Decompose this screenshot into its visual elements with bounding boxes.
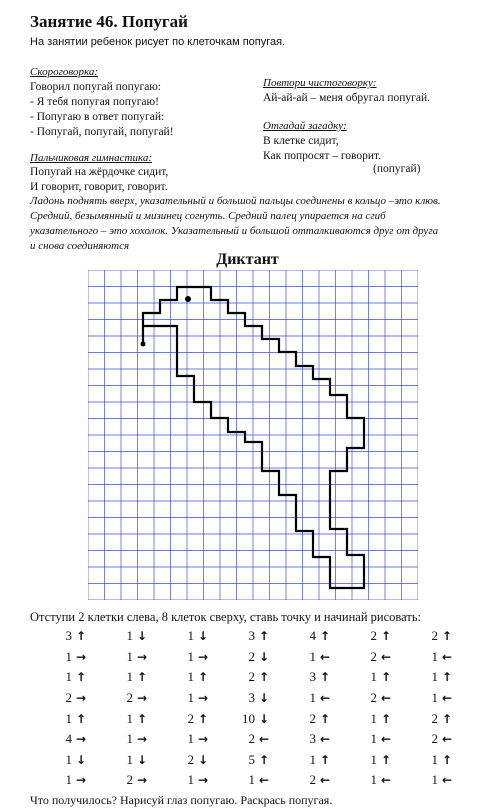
arrow-right-icon: → — [137, 732, 148, 747]
move-step — [172, 772, 233, 788]
arrow-up-icon: ↑ — [381, 629, 392, 644]
grid-paper — [88, 270, 418, 600]
finger-gym-line: Попугай на жёрдочке сидит, — [30, 166, 169, 178]
move-count: 2 — [431, 710, 438, 726]
arrow-down-icon: ↓ — [259, 649, 270, 664]
clean-saying-label: Повтори чистоговорку: — [263, 77, 377, 89]
move-step — [416, 772, 477, 788]
move-count: 3 — [309, 669, 316, 685]
arrow-left-icon: ← — [442, 773, 453, 788]
move-count: 1 — [187, 669, 194, 685]
tongue-twister-line: Говорил попугай попугаю: — [30, 81, 162, 93]
move-step — [50, 690, 111, 706]
move-count: 1 — [431, 648, 438, 664]
move-count: 2 — [309, 710, 316, 726]
move-step — [172, 752, 233, 768]
finger-gym-line: И говорит, говорит, говорит. — [30, 181, 168, 193]
arrow-up-icon: ↑ — [442, 752, 453, 767]
arrow-down-icon: ↓ — [137, 629, 148, 644]
riddle-line: Как попросят – говорит. — [263, 150, 382, 162]
move-count: 1 — [65, 669, 72, 685]
move-count: 1 — [126, 710, 133, 726]
riddle-text — [263, 134, 381, 164]
move-step — [50, 731, 111, 747]
move-count: 1 — [309, 690, 316, 706]
move-step — [416, 752, 477, 768]
move-step — [50, 711, 111, 727]
move-step — [233, 752, 294, 768]
move-step — [355, 752, 416, 768]
move-count: 3 — [65, 628, 72, 644]
parrot-outline — [143, 287, 364, 588]
dictation-instruction: Отступи 2 клетки слева, 8 клеток сверху, ставь точку и начинай рисовать: — [30, 610, 422, 624]
arrow-right-icon: → — [198, 691, 209, 706]
move-count: 1 — [65, 772, 72, 788]
move-count: 2 — [248, 648, 255, 664]
finger-gym-label: Пальчиковая гимнастика: — [30, 152, 152, 164]
move-count: 2 — [309, 772, 316, 788]
move-count: 2 — [65, 690, 72, 706]
moves-row — [50, 770, 480, 791]
move-step — [294, 731, 355, 747]
move-step — [233, 669, 294, 685]
arrow-left-icon: ← — [381, 773, 392, 788]
move-step — [172, 669, 233, 685]
move-step — [416, 711, 477, 727]
moves-row — [50, 667, 480, 688]
tongue-twister-line: - Попугаю в ответ попугай: — [30, 111, 165, 123]
move-count: 10 — [242, 710, 255, 726]
arrow-up-icon: ↑ — [320, 670, 331, 685]
move-count: 1 — [431, 669, 438, 685]
tongue-twister-label: Скороговорка: — [30, 66, 99, 78]
move-step — [355, 628, 416, 644]
arrow-up-icon: ↑ — [442, 629, 453, 644]
start-point — [141, 342, 146, 347]
move-count: 2 — [187, 751, 194, 767]
move-count: 2 — [431, 731, 438, 747]
move-step — [50, 628, 111, 644]
arrow-right-icon: → — [76, 773, 87, 788]
move-count: 2 — [248, 731, 255, 747]
arrow-right-icon: → — [198, 732, 209, 747]
move-step — [355, 711, 416, 727]
move-step — [111, 649, 172, 665]
move-step — [416, 628, 477, 644]
move-count: 2 — [431, 628, 438, 644]
arrow-down-icon: ↓ — [259, 711, 270, 726]
arrow-left-icon: ← — [442, 732, 453, 747]
arrow-left-icon: ← — [259, 732, 270, 747]
move-step — [111, 711, 172, 727]
move-count: 1 — [65, 710, 72, 726]
arrow-down-icon: ↓ — [198, 629, 209, 644]
moves-row — [50, 688, 480, 709]
moves-row — [50, 647, 480, 668]
move-step — [111, 690, 172, 706]
arrow-up-icon: ↑ — [198, 711, 209, 726]
move-count: 1 — [187, 690, 194, 706]
arrow-up-icon: ↑ — [259, 670, 270, 685]
arrow-right-icon: → — [76, 649, 87, 664]
moves-table — [50, 626, 480, 791]
arrow-up-icon: ↑ — [137, 711, 148, 726]
move-step — [355, 731, 416, 747]
move-count: 3 — [248, 690, 255, 706]
arrow-up-icon: ↑ — [259, 752, 270, 767]
move-count: 3 — [309, 731, 316, 747]
move-count: 1 — [65, 648, 72, 664]
move-count: 2 — [248, 669, 255, 685]
move-step — [111, 628, 172, 644]
move-count: 1 — [370, 710, 377, 726]
move-count: 1 — [309, 751, 316, 767]
move-step — [50, 772, 111, 788]
arrow-down-icon: ↓ — [76, 752, 87, 767]
move-step — [294, 772, 355, 788]
finger-gym-instructions — [30, 194, 441, 254]
arrow-up-icon: ↑ — [137, 670, 148, 685]
arrow-up-icon: ↑ — [76, 629, 87, 644]
move-step — [355, 772, 416, 788]
move-count: 1 — [309, 648, 316, 664]
move-count: 2 — [370, 648, 377, 664]
finger-gym-text — [30, 165, 168, 195]
arrow-down-icon: ↓ — [198, 752, 209, 767]
move-count: 1 — [126, 731, 133, 747]
finger-gym-instruction-line: и снова соединяются — [30, 240, 130, 252]
move-step — [294, 649, 355, 665]
move-step — [50, 752, 111, 768]
riddle-answer: (попугай) — [373, 163, 421, 175]
moves-row — [50, 708, 480, 729]
move-count: 1 — [248, 772, 255, 788]
move-count: 1 — [187, 628, 194, 644]
arrow-left-icon: ← — [320, 691, 331, 706]
arrow-up-icon: ↑ — [442, 670, 453, 685]
arrow-left-icon: ← — [320, 732, 331, 747]
arrow-left-icon: ← — [381, 732, 392, 747]
dictation-title: Диктант — [216, 251, 279, 268]
move-count: 1 — [431, 772, 438, 788]
move-step — [355, 649, 416, 665]
arrow-right-icon: → — [76, 732, 87, 747]
move-step — [355, 690, 416, 706]
move-count: 1 — [431, 690, 438, 706]
arrow-left-icon: ← — [381, 649, 392, 664]
move-count: 1 — [187, 648, 194, 664]
arrow-left-icon: ← — [259, 773, 270, 788]
arrow-up-icon: ↑ — [320, 711, 331, 726]
arrow-left-icon: ← — [442, 649, 453, 664]
move-step — [172, 649, 233, 665]
move-count: 2 — [370, 628, 377, 644]
move-step — [294, 752, 355, 768]
riddle-line: В клетке сидит, — [263, 135, 339, 147]
move-step — [416, 669, 477, 685]
move-count: 1 — [370, 751, 377, 767]
move-step — [172, 711, 233, 727]
move-step — [233, 628, 294, 644]
move-step — [294, 628, 355, 644]
move-count: 1 — [431, 751, 438, 767]
tongue-twister-text — [30, 80, 174, 140]
move-count: 1 — [370, 669, 377, 685]
tongue-twister-line: - Я тебя попугая попугаю! — [30, 96, 159, 108]
move-count: 2 — [187, 710, 194, 726]
move-step — [294, 711, 355, 727]
page-subtitle: На занятии ребенок рисует по клеточкам попугая. — [30, 36, 286, 48]
parrot-eye — [185, 296, 191, 302]
arrow-down-icon: ↓ — [137, 752, 148, 767]
move-step — [111, 731, 172, 747]
arrow-right-icon: → — [137, 691, 148, 706]
move-count: 1 — [187, 772, 194, 788]
arrow-left-icon: ← — [442, 691, 453, 706]
move-step — [294, 690, 355, 706]
arrow-down-icon: ↓ — [259, 691, 270, 706]
arrow-up-icon: ↑ — [381, 670, 392, 685]
finger-gym-instruction-line: Ладонь поднять вверх, указательный и большой пальцы соединены в кольцо –это клюв. — [30, 195, 441, 207]
move-count: 4 — [65, 731, 72, 747]
arrow-up-icon: ↑ — [320, 629, 331, 644]
move-step — [233, 690, 294, 706]
move-count: 1 — [126, 669, 133, 685]
arrow-up-icon: ↑ — [320, 752, 331, 767]
arrow-up-icon: ↑ — [76, 670, 87, 685]
moves-row — [50, 729, 480, 750]
move-count: 5 — [248, 751, 255, 767]
arrow-right-icon: → — [198, 649, 209, 664]
move-count: 1 — [187, 731, 194, 747]
arrow-right-icon: → — [137, 773, 148, 788]
clean-saying-text: Ай-ай-ай – меня обругал попугай. — [263, 92, 430, 104]
page-title: Занятие 46. Попугай — [30, 12, 188, 31]
tongue-twister-line: - Попугай, попугай, попугай! — [30, 126, 174, 138]
move-step — [50, 649, 111, 665]
move-step — [355, 669, 416, 685]
move-count: 1 — [370, 731, 377, 747]
move-count: 1 — [126, 628, 133, 644]
move-count: 2 — [126, 690, 133, 706]
move-step — [172, 690, 233, 706]
move-count: 2 — [126, 772, 133, 788]
move-step — [172, 731, 233, 747]
move-step — [50, 669, 111, 685]
arrow-up-icon: ↑ — [198, 670, 209, 685]
arrow-left-icon: ← — [381, 691, 392, 706]
move-step — [416, 649, 477, 665]
move-step — [172, 628, 233, 644]
move-count: 1 — [126, 648, 133, 664]
arrow-up-icon: ↑ — [381, 711, 392, 726]
arrow-left-icon: ← — [320, 773, 331, 788]
move-step — [111, 772, 172, 788]
move-step — [233, 772, 294, 788]
arrow-right-icon: → — [137, 649, 148, 664]
move-step — [111, 752, 172, 768]
arrow-right-icon: → — [198, 773, 209, 788]
arrow-up-icon: ↑ — [76, 711, 87, 726]
moves-row — [50, 626, 480, 647]
move-step — [233, 649, 294, 665]
move-count: 2 — [370, 690, 377, 706]
arrow-left-icon: ← — [320, 649, 331, 664]
move-count: 1 — [65, 751, 72, 767]
finger-gym-instruction-line: указательного – это хохолок. Указательный и большой отталкиваются друг от друга — [30, 225, 439, 237]
arrow-right-icon: → — [76, 691, 87, 706]
move-count: 1 — [370, 772, 377, 788]
arrow-up-icon: ↑ — [381, 752, 392, 767]
move-step — [111, 669, 172, 685]
finger-gym-instruction-line: Средний, безымянный и мизинец согнуть. Средний палец упирается на сгиб — [30, 210, 386, 222]
moves-row — [50, 750, 480, 771]
riddle-label: Отгадай загадку: — [263, 120, 347, 132]
move-count: 4 — [309, 628, 316, 644]
arrow-up-icon: ↑ — [259, 629, 270, 644]
final-task: Что получилось? Нарисуй глаз попугаю. Раскрась попугая. — [30, 793, 333, 807]
arrow-up-icon: ↑ — [442, 711, 453, 726]
grid-lines — [88, 270, 418, 600]
move-count: 1 — [126, 751, 133, 767]
move-step — [416, 690, 477, 706]
move-step — [233, 711, 294, 727]
move-step — [416, 731, 477, 747]
move-count: 3 — [248, 628, 255, 644]
move-step — [294, 669, 355, 685]
move-step — [233, 731, 294, 747]
